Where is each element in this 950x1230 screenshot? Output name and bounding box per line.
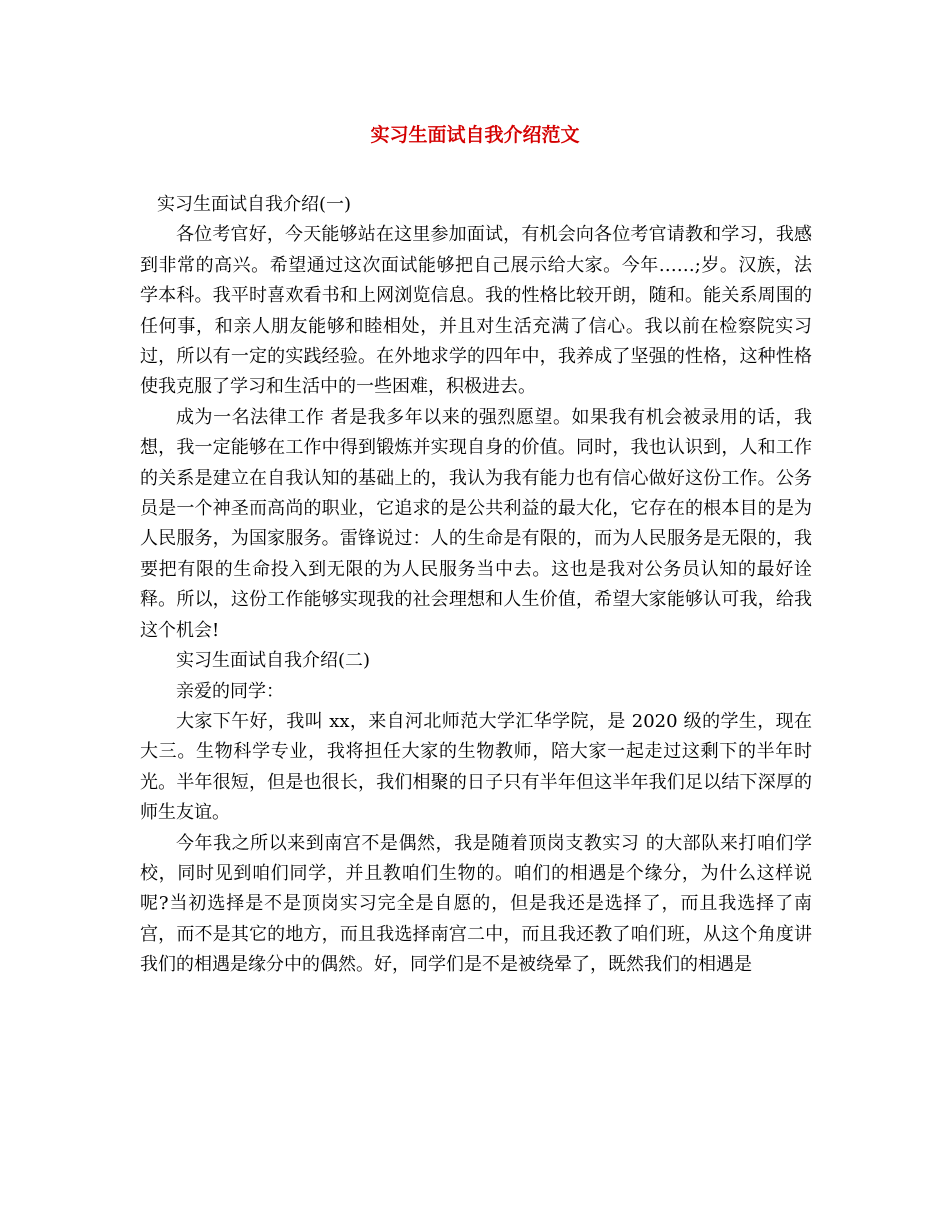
- paragraph: 成为一名法律工作 者是我多年以来的强烈愿望。如果我有机会被录用的话，我想，我一定能够在工作中得到锻炼并实现自身的价值。同时，我也认识到，人和工作的关系是建立在自我认知的基础上的，我认为我有能力也有信心做好这份工作。公务员是一个神圣而高尚的职业，它追求的是公共利益的最大化，它存在的根本目的是为人民服务，为国家服务。雷锋说过：人的生命是有限的，而为人民服务是无限的，我要把有限的生命投入到无限的为人民服务当中去。这也是我对公务员认知的最好诠释。所以，这份工作能够实现我的社会理想和人生价值，希望大家能够认可我，给我这个机会!: [140, 406, 812, 641]
- paragraph: 大家下午好，我叫 xx，来自河北师范大学汇华学院，是 2020 级的学生，现在大三。生物科学专业，我将担任大家的生物教师，陪大家一起走过这剩下的半年时光。半年很短，但是也很长，我们相聚的日子只有半年但这半年我们足以结下深厚的师生友谊。: [140, 710, 812, 824]
- paragraph: 各位考官好，今天能够站在这里参加面试，有机会向各位考官请教和学习，我感到非常的高兴。希望通过这次面试能够把自己展示给大家。今年……;岁。汉族，法学本科。我平时喜欢看书和上网浏览信息。我的性格比较开朗，随和。能关系周围的任何事，和亲人朋友能够和睦相处，并且对生活充满了信心。我以前在检察院实习过，所以有一定的实践经验。在外地求学的四年中，我养成了坚强的性格，这种性格使我克服了学习和生活中的一些困难，积极进去。: [140, 224, 812, 398]
- section-heading-2: 实习生面试自我介绍(二): [176, 650, 371, 672]
- salutation: 亲爱的同学：: [176, 680, 284, 702]
- document-body: [140, 190, 812, 981]
- paragraph: 今年我之所以来到南宫不是偶然，我是随着顶岗支教实习 的大部队来打咱们学校，同时见到咱们同学，并且教咱们生物的。咱们的相遇是个缘分，为什么这样说呢?当初选择是不是顶岗实习完全是自愿的，但是我还是选择了，而且我选择了南宫，而不是其它的地方，而且我选择南宫二中，而且我还教了咱们班，从这个角度讲我们的相遇是缘分中的偶然。好，同学们是不是被绕晕了，既然我们的相遇是: [140, 832, 812, 976]
- document-title: 实习生面试自我介绍范文: [370, 124, 580, 146]
- section-heading-1: 实习生面试自我介绍(一): [157, 194, 352, 215]
